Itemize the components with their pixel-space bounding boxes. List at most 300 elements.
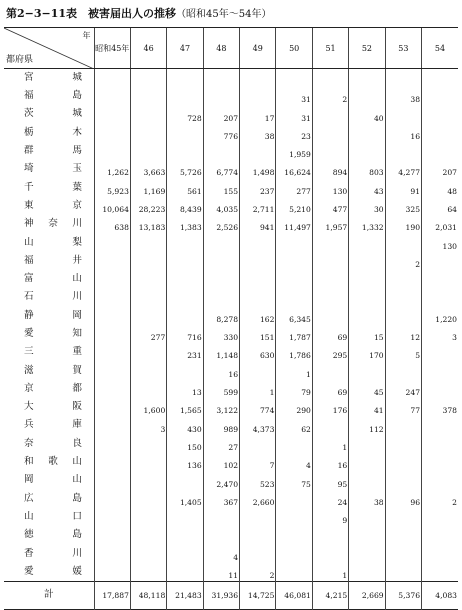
prefecture-name (24, 526, 82, 544)
value-cell: 477 (312, 197, 348, 215)
prefecture-char: 川 (72, 291, 82, 303)
prefecture-cell (4, 380, 94, 398)
value-cell (422, 124, 458, 142)
value-cell: 16 (385, 124, 421, 142)
value-cell (130, 544, 166, 562)
value-cell: 630 (240, 343, 276, 361)
value-cell: 6,345 (276, 307, 312, 325)
value-cell (349, 233, 385, 251)
value-cell: 803 (349, 160, 385, 178)
value-cell: 17 (240, 105, 276, 123)
value-cell (276, 435, 312, 453)
value-cell: 4 (276, 453, 312, 471)
title-main: 第2−3−11表 被害届出人の推移 (6, 7, 177, 20)
prefecture-cell (4, 288, 94, 306)
value-cell (130, 105, 166, 123)
value-cell: 79 (276, 380, 312, 398)
prefecture-cell (4, 490, 94, 508)
value-cell: 277 (130, 325, 166, 343)
value-cell: 941 (240, 215, 276, 233)
value-cell (422, 343, 458, 361)
value-cell (312, 233, 348, 251)
value-cell (240, 69, 276, 88)
value-cell (130, 508, 166, 526)
value-cell (312, 105, 348, 123)
value-cell: 96 (385, 490, 421, 508)
prefecture-cell (4, 178, 94, 196)
value-cell (385, 361, 421, 379)
prefecture-cell (4, 233, 94, 251)
value-cell (422, 453, 458, 471)
value-cell: 5 (385, 343, 421, 361)
value-cell (94, 380, 130, 398)
total-value-cell: 5,376 (385, 581, 421, 609)
value-cell: 1,498 (240, 160, 276, 178)
table-row (4, 252, 458, 270)
prefecture-char: 馬 (72, 145, 82, 157)
prefecture-char: 川 (72, 218, 82, 230)
prefecture-char: 城 (72, 108, 82, 120)
prefecture-char: 山 (72, 456, 82, 468)
value-cell (203, 142, 239, 160)
value-cell: 4,035 (203, 197, 239, 215)
value-cell: 11 (203, 563, 239, 582)
value-cell: 12 (385, 325, 421, 343)
value-cell (422, 435, 458, 453)
value-cell: 23 (276, 124, 312, 142)
value-cell (94, 142, 130, 160)
value-cell (422, 270, 458, 288)
table-title (6, 7, 456, 21)
table-row (4, 563, 458, 582)
value-cell (94, 490, 130, 508)
value-cell: 523 (240, 471, 276, 489)
value-cell (349, 307, 385, 325)
value-cell (167, 124, 203, 142)
value-cell: 728 (167, 105, 203, 123)
value-cell (167, 544, 203, 562)
table-row (4, 361, 458, 379)
value-cell: 130 (312, 178, 348, 196)
value-cell (349, 471, 385, 489)
prefecture-char: 和 (24, 456, 34, 468)
value-cell (385, 526, 421, 544)
prefecture-char: 知 (72, 328, 82, 339)
value-cell: 599 (203, 380, 239, 398)
total-value-cell: 2,669 (349, 581, 385, 609)
prefecture-char: 山 (24, 236, 34, 248)
value-cell: 3 (422, 325, 458, 343)
prefecture-char: 井 (72, 254, 82, 266)
value-cell: 3,122 (203, 398, 239, 416)
value-cell (349, 563, 385, 582)
value-cell: 30 (349, 197, 385, 215)
value-cell: 16 (312, 453, 348, 471)
prefecture-cell (4, 416, 94, 434)
value-cell: 15 (349, 325, 385, 343)
value-cell (312, 307, 348, 325)
value-cell: 2,470 (203, 471, 239, 489)
value-cell: 231 (167, 343, 203, 361)
value-cell (167, 526, 203, 544)
prefecture-char: 奈 (24, 437, 34, 449)
value-cell: 430 (167, 416, 203, 434)
value-cell (422, 105, 458, 123)
value-cell (94, 343, 130, 361)
value-cell: 38 (349, 490, 385, 508)
value-cell (167, 87, 203, 105)
prefecture-char: 口 (72, 510, 82, 522)
value-cell (94, 526, 130, 544)
prefecture-char: 川 (72, 547, 82, 559)
prefecture-char: 広 (24, 492, 34, 504)
value-cell: 31 (276, 105, 312, 123)
value-cell (385, 233, 421, 251)
value-cell (385, 270, 421, 288)
corner-header-cell (4, 28, 94, 69)
value-cell: 6,774 (203, 160, 239, 178)
total-value-cell: 31,936 (203, 581, 239, 609)
prefecture-cell (4, 471, 94, 489)
year-header: 46 (130, 28, 166, 69)
prefecture-name (24, 234, 82, 252)
table-row (4, 544, 458, 562)
value-cell (276, 252, 312, 270)
prefecture-char: 島 (72, 90, 82, 102)
value-cell (167, 508, 203, 526)
value-cell: 130 (422, 233, 458, 251)
prefecture-name (24, 288, 82, 306)
value-cell: 207 (422, 160, 458, 178)
year-header: 49 (240, 28, 276, 69)
value-cell (312, 252, 348, 270)
value-cell (167, 270, 203, 288)
prefecture-char: 島 (72, 492, 82, 504)
table-row (4, 142, 458, 160)
prefecture-char: 福 (24, 254, 34, 266)
value-cell: 43 (349, 178, 385, 196)
value-cell: 69 (312, 325, 348, 343)
value-cell: 2 (422, 490, 458, 508)
prefecture-cell (4, 435, 94, 453)
value-cell (240, 508, 276, 526)
value-cell (240, 252, 276, 270)
value-cell: 1,786 (276, 343, 312, 361)
value-cell: 561 (167, 178, 203, 196)
value-cell (385, 453, 421, 471)
table-row (4, 87, 458, 105)
value-cell (349, 361, 385, 379)
prefecture-char: 良 (72, 437, 82, 449)
value-cell (167, 288, 203, 306)
value-cell: 155 (203, 178, 239, 196)
prefecture-name (24, 270, 82, 288)
value-cell (130, 471, 166, 489)
prefecture-name (24, 416, 82, 434)
prefecture-char: 三 (24, 346, 34, 358)
prefecture-char: 歌 (48, 456, 58, 468)
value-cell (130, 453, 166, 471)
value-cell (94, 252, 130, 270)
prefecture-cell (4, 87, 94, 105)
value-cell: 4,373 (240, 416, 276, 434)
value-cell (130, 490, 166, 508)
value-cell (130, 288, 166, 306)
value-cell (349, 435, 385, 453)
prefecture-char: 愛 (24, 328, 34, 339)
prefecture-cell (4, 69, 94, 88)
value-cell (94, 105, 130, 123)
value-cell (130, 270, 166, 288)
value-cell: 170 (349, 343, 385, 361)
value-cell: 176 (312, 398, 348, 416)
value-cell (422, 142, 458, 160)
total-value-cell: 14,725 (240, 581, 276, 609)
year-header: 50 (276, 28, 312, 69)
value-cell: 48 (422, 178, 458, 196)
value-cell (312, 526, 348, 544)
value-cell (349, 526, 385, 544)
prefecture-name (24, 471, 82, 489)
table-row (4, 233, 458, 251)
total-value-cell: 48,118 (130, 581, 166, 609)
value-cell (276, 563, 312, 582)
table-row (4, 398, 458, 416)
title-period: （昭和45年〜54年） (176, 9, 272, 20)
value-cell (349, 252, 385, 270)
prefecture-char: 山 (72, 474, 82, 486)
value-cell (349, 544, 385, 562)
value-cell: 367 (203, 490, 239, 508)
table-row (4, 69, 458, 88)
value-cell: 102 (203, 453, 239, 471)
prefecture-char: 富 (24, 273, 34, 285)
table-row (4, 471, 458, 489)
table-row (4, 508, 458, 526)
table-row (4, 490, 458, 508)
value-cell (422, 563, 458, 582)
value-cell: 45 (349, 380, 385, 398)
value-cell (203, 270, 239, 288)
prefecture-char: 阪 (72, 401, 82, 413)
table-row (4, 416, 458, 434)
table-row (4, 215, 458, 233)
prefecture-name (24, 380, 82, 398)
value-cell: 77 (385, 398, 421, 416)
value-cell (203, 87, 239, 105)
victim-report-table (4, 27, 458, 610)
prefecture-char: 玉 (72, 163, 82, 175)
value-cell (240, 270, 276, 288)
value-cell (276, 544, 312, 562)
value-cell: 330 (203, 325, 239, 343)
value-cell (94, 124, 130, 142)
value-cell (94, 416, 130, 434)
prefecture-cell (4, 105, 94, 123)
value-cell: 894 (312, 160, 348, 178)
year-header: 昭和45年 (94, 28, 130, 69)
year-header: 54 (422, 28, 458, 69)
value-cell: 2 (312, 87, 348, 105)
value-cell: 774 (240, 398, 276, 416)
value-cell (167, 252, 203, 270)
value-cell: 3,663 (130, 160, 166, 178)
total-value-cell: 17,887 (94, 581, 130, 609)
value-cell (130, 563, 166, 582)
value-cell (312, 361, 348, 379)
table-body (4, 69, 458, 610)
value-cell: 24 (312, 490, 348, 508)
value-cell: 38 (240, 124, 276, 142)
prefecture-name (24, 325, 82, 343)
prefecture-char: 福 (24, 90, 34, 102)
value-cell (203, 288, 239, 306)
table-row (4, 124, 458, 142)
value-cell: 2,711 (240, 197, 276, 215)
prefecture-char: 茨 (24, 108, 34, 120)
value-cell (422, 416, 458, 434)
value-cell: 1,600 (130, 398, 166, 416)
value-cell: 1,383 (167, 215, 203, 233)
value-cell (422, 361, 458, 379)
value-cell (94, 69, 130, 88)
prefecture-cell (4, 544, 94, 562)
prefecture-name (24, 197, 82, 215)
value-cell: 2 (240, 563, 276, 582)
value-cell (94, 398, 130, 416)
value-cell (276, 69, 312, 88)
value-cell (276, 508, 312, 526)
prefecture-name (24, 435, 82, 453)
value-cell (385, 288, 421, 306)
value-cell: 277 (276, 178, 312, 196)
value-cell: 1,959 (276, 142, 312, 160)
value-cell (276, 233, 312, 251)
value-cell: 638 (94, 215, 130, 233)
table-row (4, 325, 458, 343)
value-cell: 151 (240, 325, 276, 343)
value-cell: 1,405 (167, 490, 203, 508)
value-cell (422, 471, 458, 489)
value-cell (94, 544, 130, 562)
prefecture-name (24, 252, 82, 270)
total-row (4, 581, 458, 609)
table-row (4, 307, 458, 325)
prefecture-name (24, 490, 82, 508)
value-cell (312, 69, 348, 88)
value-cell: 7 (240, 453, 276, 471)
value-cell (349, 270, 385, 288)
value-cell (167, 69, 203, 88)
value-cell (385, 142, 421, 160)
value-cell (240, 544, 276, 562)
value-cell (276, 270, 312, 288)
value-cell (349, 288, 385, 306)
value-cell (349, 87, 385, 105)
prefecture-char: 埼 (24, 163, 34, 175)
prefecture-char: 大 (24, 401, 34, 413)
value-cell: 3 (130, 416, 166, 434)
value-cell: 112 (349, 416, 385, 434)
prefecture-char: 梨 (72, 236, 82, 248)
table-row (4, 160, 458, 178)
value-cell: 1,148 (203, 343, 239, 361)
value-cell: 1 (312, 563, 348, 582)
value-cell: 989 (203, 416, 239, 434)
prefecture-char: 千 (24, 181, 34, 193)
value-cell (203, 508, 239, 526)
prefecture-cell (4, 270, 94, 288)
value-cell: 2,526 (203, 215, 239, 233)
prefecture-cell (4, 398, 94, 416)
prefecture-name (24, 545, 82, 563)
value-cell: 4,277 (385, 160, 421, 178)
value-cell (312, 544, 348, 562)
value-cell: 1,957 (312, 215, 348, 233)
value-cell (94, 508, 130, 526)
value-cell: 4 (203, 544, 239, 562)
value-cell: 5,210 (276, 197, 312, 215)
prefecture-char: 重 (72, 346, 82, 358)
value-cell: 237 (240, 178, 276, 196)
table-row (4, 288, 458, 306)
value-cell: 2,660 (240, 490, 276, 508)
prefecture-char: 静 (24, 309, 34, 321)
prefecture-name (24, 362, 82, 380)
prefecture-name (24, 453, 82, 471)
value-cell (240, 288, 276, 306)
value-cell (422, 526, 458, 544)
total-value-cell: 21,483 (167, 581, 203, 609)
value-cell: 16,624 (276, 160, 312, 178)
value-cell (203, 69, 239, 88)
value-cell: 13,183 (130, 215, 166, 233)
value-cell (385, 435, 421, 453)
value-cell (422, 544, 458, 562)
prefecture-char: 東 (24, 199, 34, 211)
value-cell: 2 (385, 252, 421, 270)
value-cell (130, 124, 166, 142)
prefecture-cell (4, 325, 94, 343)
value-cell (240, 142, 276, 160)
prefecture-char: 城 (72, 72, 82, 83)
year-header: 53 (385, 28, 421, 69)
prefecture-char: 岡 (72, 309, 82, 321)
prefecture-name (24, 160, 82, 178)
value-cell (312, 142, 348, 160)
table-row (4, 105, 458, 123)
prefecture-char: 島 (72, 529, 82, 541)
value-cell (240, 435, 276, 453)
value-cell: 290 (276, 398, 312, 416)
value-cell (94, 307, 130, 325)
value-cell (240, 233, 276, 251)
table-row (4, 197, 458, 215)
prefecture-name (24, 307, 82, 325)
value-cell (94, 270, 130, 288)
value-cell (130, 343, 166, 361)
value-cell: 8,439 (167, 197, 203, 215)
value-cell: 1 (240, 380, 276, 398)
value-cell (130, 380, 166, 398)
value-cell: 28,223 (130, 197, 166, 215)
prefecture-char: 葉 (72, 181, 82, 193)
prefecture-name (24, 87, 82, 105)
value-cell (312, 288, 348, 306)
prefecture-cell (4, 160, 94, 178)
value-cell (422, 252, 458, 270)
prefecture-char: 奈 (48, 218, 58, 230)
